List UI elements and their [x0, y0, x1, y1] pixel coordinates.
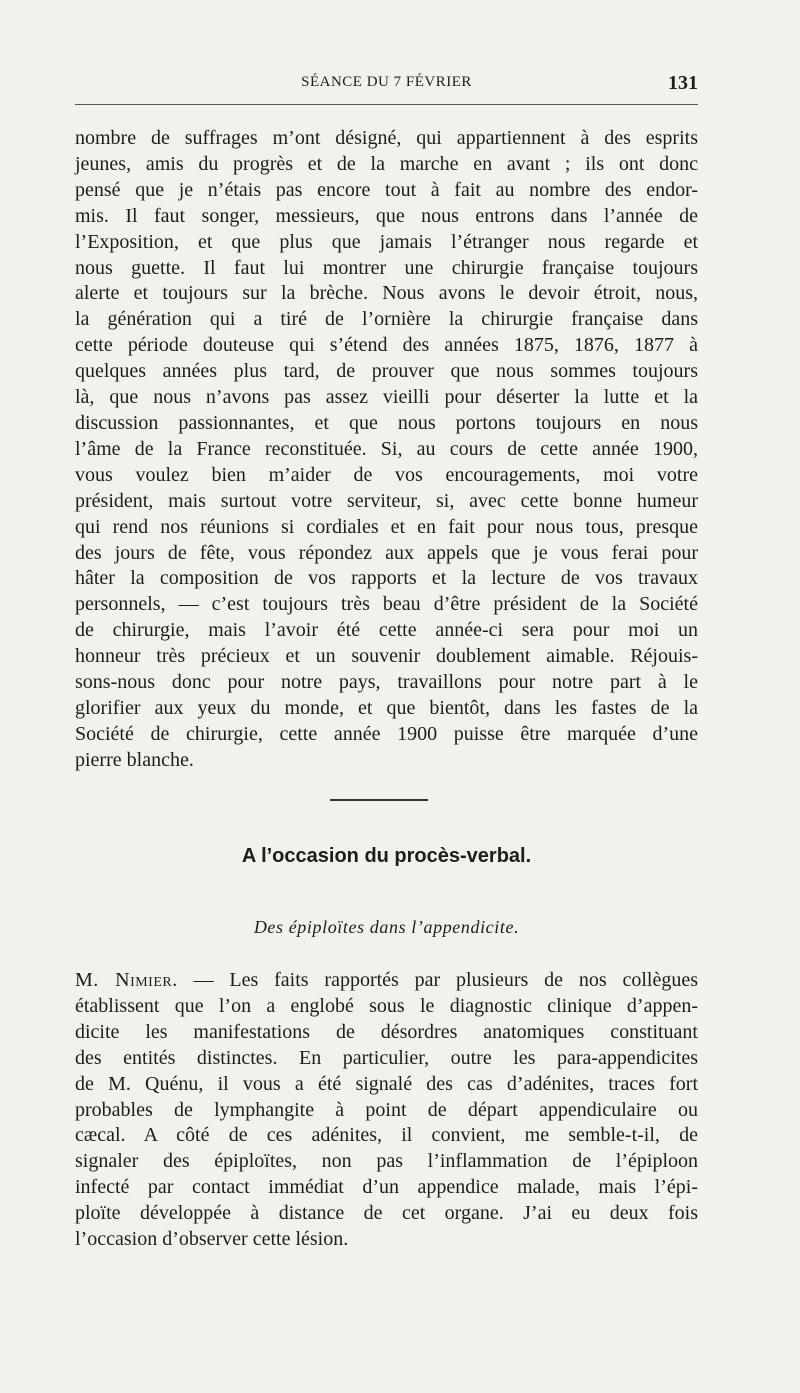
text-line: alerte et toujours sur la brèche. Nous avons le devoir étroit, nous, — [75, 282, 698, 305]
text-line: quelques années plus tard, de prouver que nous sommes toujours — [75, 360, 698, 383]
text-line: Société de chirurgie, cette année 1900 puisse être marquée d’une — [75, 722, 698, 745]
text-line: ploïte développée à distance de cet organe. J’ai eu deux fois — [75, 1202, 698, 1225]
text-line: pierre blanche. — [75, 748, 194, 771]
text-line: nombre de suffrages m’ont désigné, qui appartiennent à des esprits — [75, 127, 698, 149]
text-line: jeunes, amis du progrès et de la marche en avant ; ils ont donc — [75, 152, 698, 175]
text-line: signaler des épiploïtes, non pas l’inflammation de l’épiploon — [75, 1150, 698, 1173]
text-line: là, que nous n’avons pas assez vieilli pour déserter la lutte et la — [75, 386, 698, 409]
text-line: probables de lymphangite à point de départ appendiculaire ou — [75, 1098, 698, 1121]
text-line: de M. Quénu, il vous a été signalé des cas d’adénites, traces fort — [75, 1072, 698, 1095]
section-separator — [330, 799, 428, 801]
text-line: vous voulez bien m’aider de vos encouragements, moi votre — [75, 463, 698, 486]
section-subtitle: Des épiploïtes dans l’appendicite. — [253, 917, 520, 937]
section-heading: A l’occasion du procès-verbal. — [241, 845, 532, 867]
text-line: mis. Il faut songer, messieurs, que nous entrons dans l’année de — [75, 204, 698, 227]
text-line: dicite les manifestations de désordres anatomiques constituant — [75, 1020, 698, 1043]
page-number: 131 — [668, 72, 698, 94]
text-line: glorifier aux yeux du monde, et que bientôt, dans les fastes de la — [75, 696, 698, 719]
running-title: SÉANCE DU 7 FÉVRIER — [301, 74, 472, 90]
text-line: de chirurgie, mais l’avoir été cette année-ci sera pour moi un — [75, 619, 698, 642]
text-line: l’âme de la France reconstituée. Si, au cours de cette année 1900, — [75, 437, 698, 460]
nimier-paragraph — [75, 968, 698, 1253]
text-line: l’Exposition, et que plus que jamais l’étranger nous regarde et — [75, 230, 698, 253]
text-line: établissent que l’on a englobé sous le diagnostic clinique d’appen- — [75, 994, 698, 1017]
text-line: personnels, — c’est toujours très beau d’être président de la Société — [75, 593, 698, 616]
text-line: hâter la composition de vos rapports et la lecture de vos travaux — [75, 567, 698, 590]
text-line: infecté par contact immédiat d’un appendice malade, mais l’épi- — [75, 1176, 698, 1199]
text-line: pensé que je n’étais pas encore tout à fait au nombre des endor- — [75, 178, 698, 201]
text-line: cæcal. A côté de ces adénites, il convient, me semble-t-il, de — [75, 1124, 698, 1147]
text-fragment: — Les faits rapportés par plusieurs de nos collègues — [177, 969, 698, 991]
text-line: cette période douteuse qui s’étend des années 1875, 1876, 1877 à — [75, 334, 698, 357]
text-line — [75, 968, 698, 994]
text-line: qui rend nos réunions si cordiales et en fait pour nous tous, presque — [75, 515, 698, 538]
text-line: des entités distinctes. En particulier, outre les para-appendicites — [75, 1046, 698, 1069]
text-line: des jours de fête, vous répondez aux appels que je vous ferai pour — [75, 541, 698, 564]
text-line: discussion passionnantes, et que nous portons toujours en nous — [75, 411, 698, 434]
speech-paragraph — [75, 126, 698, 774]
text-line: la génération qui a tiré de l’ornière la chirurgie française dans — [75, 308, 698, 331]
running-head — [75, 74, 698, 105]
speaker-name: M. Nimier. — [75, 969, 178, 991]
text-line: l’occasion d’observer cette lésion. — [75, 1228, 349, 1251]
text-line: nous guette. Il faut lui montrer une chirurgie française toujours — [75, 256, 698, 279]
text-line: président, mais surtout votre serviteur, si, avec cette bonne humeur — [75, 489, 698, 512]
text-line: honneur très précieux et un souvenir doublement aimable. Réjouis- — [75, 645, 698, 668]
text-line: sons-nous donc pour notre pays, travaillons pour notre part à le — [75, 671, 698, 694]
